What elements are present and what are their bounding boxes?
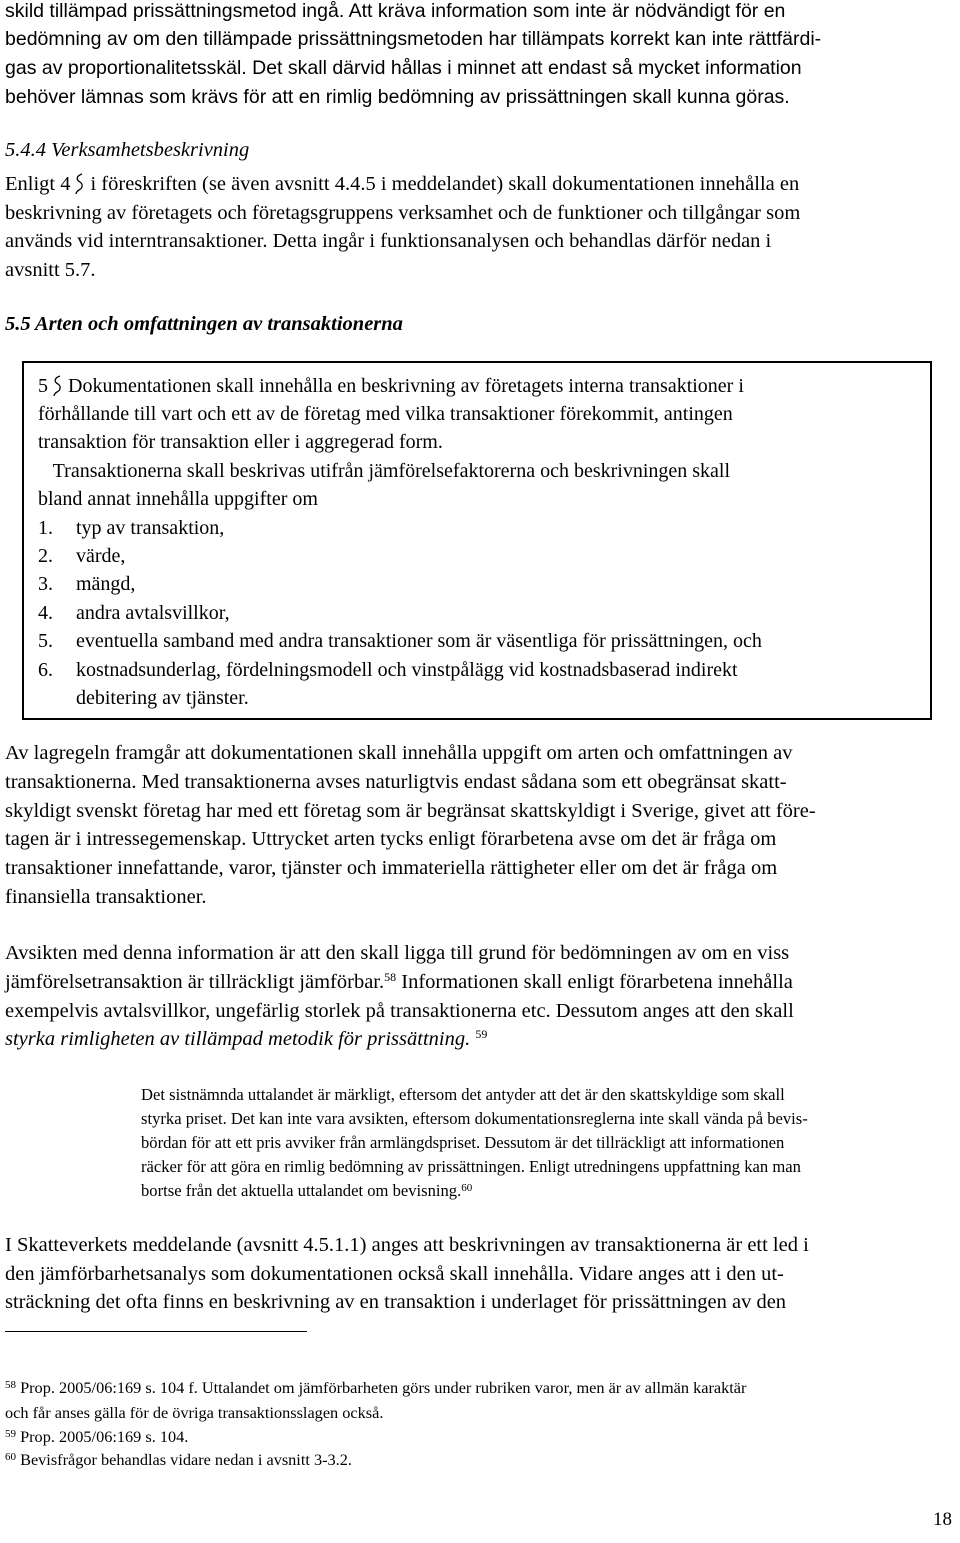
footnote-text: Prop. 2005/06:169 s. 104 f. Uttalandet om jämförbarheten görs under rubriken varor, men är av allmän karaktär [20,1378,747,1397]
para2-line-3: exempelvis avtalsvillkor, ungefärlig storlek på transaktionerna etc. Dessutom anges att den skall [5,1000,794,1022]
para2-line-2-cont: Informationen skall enligt förarbetena innehålla [396,971,793,993]
para3-line-1: I Skatteverkets meddelande (avsnitt 4.5.1.1) anges att beskrivningen av transaktionerna är ett led i [5,1234,809,1256]
section-544-heading: 5.4.4 Verksamhetsbeskrivning [5,139,250,161]
list-item-continuation: debitering av tjänster. [76,687,249,709]
quote-line-2: styrka priset. Det kan inte vara avsikten, eftersom dokumentationsreglerna inte skall vända på bevis- [141,1109,808,1128]
section-544-line-3: används vid interntransaktioner. Detta ingår i funktionsanalysen och behandlas därför nedan i [5,230,772,252]
para3-line-3: sträckning det ofta finns en beskrivning av en transaktion i underlaget för prissättningen av den [5,1291,787,1313]
quote-line-4: räcker för att göra en rimlig bedömning av prissättningen. Enligt utredningens uppfattning kan man [141,1157,801,1176]
para1-line-3: skyldigt svenskt företag har med ett företag som är begränsat skattskyldigt i Sverige, givet att före- [5,800,816,822]
footnote-separator [5,1331,307,1332]
para1-line-4: tagen är i intressegemenskap. Uttrycket arten tycks enligt förarbetena avse om det är fråga om [5,828,777,850]
footnote-number: 60 [5,1451,16,1463]
box-line-5: bland annat innehålla uppgifter om [38,488,318,510]
para1-line-5: transaktioner innefattande, varor, tjänster och immateriella rättigheter eller om det är fråga om [5,857,778,879]
section-544-line-4: avsnitt 5.7. [5,259,96,281]
footnote-59 [5,1427,188,1447]
box-line-1-pre: 5 [38,375,48,397]
intro-line-4: behöver lämnas som krävs för att en rimlig bedömning av prissättningen skall kunna göras. [5,86,790,108]
para1-line-2: transaktionerna. Med transaktionerna avses naturligtvis endast sådana som ett obegränsat skatt- [5,771,787,793]
footnote-text: Prop. 2005/06:169 s. 104. [20,1427,189,1446]
section-544-line-2: beskrivning av företagets och företagsgruppens verksamhet och de funktioner och tillgångar som [5,202,801,224]
intro-line-1: skild tillämpad prissättningsmetod ingå. Att kräva information som inte är nödvändigt för en [5,0,786,22]
quote-line-5 [141,1181,472,1201]
para3-line-2: den jämförbarhetsanalys som dokumentationen också skall innehålla. Vidare anges att i den ut- [5,1263,784,1285]
page-number: 18 [933,1509,952,1530]
footnote-text: Bevisfrågor behandlas vidare nedan i avsnitt 3-3.2. [20,1450,352,1469]
intro-line-3: gas av proportionalitetsskäl. Det skall därvid hållas i minnet att endast så mycket information [5,57,802,79]
list-item-number: 1. [38,517,53,539]
quote-line-1: Det sistnämnda uttalandet är märkligt, eftersom det antyder att det är den skattskyldige som skall [141,1085,785,1104]
list-item-number: 2. [38,545,53,567]
box-line-4: Transaktionerna skall beskrivas utifrån jämförelsefaktorerna och beskrivningen skall [38,460,731,482]
list-item-number: 3. [38,573,53,595]
quote-line-3: bördan för att ett pris avviker från armlängdspriset. Dessutom är det tillräckligt att informationen [141,1133,785,1152]
list-item-number: 5. [38,630,53,652]
list-item-number: 4. [38,602,53,624]
footnote-ref-60[interactable]: 60 [461,1182,473,1194]
section-sign-icon [74,173,84,195]
quote-last-text: bortse från det aktuella uttalandet om bevisning. [141,1181,462,1200]
list-item-text: mängd, [76,573,136,595]
para2-italic-quote: styrka rimligheten av tillämpad metodik för prissättning. [5,1028,471,1050]
footnote-58-cont: och får anses gälla för de övriga transaktionsslagen också. [5,1403,384,1422]
footnote-ref-59[interactable]: 59 [475,1027,488,1041]
box-line-2: förhållande till vart och ett av de företag med vilka transaktioner förekommit, antingen [38,403,733,425]
footnote-58 [5,1378,746,1398]
footnote-number: 59 [5,1428,16,1440]
list-item-text: typ av transaktion, [76,517,225,539]
para2-line-1: Avsikten med denna information är att den skall ligga till grund för bedömningen av om en viss [5,942,790,964]
statute-box [22,361,932,720]
para2-line-2-text: jämförelsetransaktion är tillräckligt jämförbar. [5,971,385,993]
section-sign-icon [52,375,62,397]
para2-line-4 [5,1028,487,1051]
list-item-number: 6. [38,659,53,681]
section-544-line-1-pre: Enligt 4 [5,173,71,195]
section-544-line-1 [5,173,799,196]
section-55-heading: 5.5 Arten och omfattningen av transaktionerna [5,313,403,335]
list-item-text: värde, [76,545,126,567]
box-line-1-post: Dokumentationen skall innehålla en beskrivning av företagets interna transaktioner i [68,375,744,397]
list-item-text: kostnadsunderlag, fördelningsmodell och vinstpålägg vid kostnadsbaserad indirekt [76,659,738,681]
intro-line-2: bedömning av om den tillämpade prissättningsmetoden har tillämpats korrekt kan inte rättfärdi- [5,28,822,50]
box-line-3: transaktion för transaktion eller i aggregerad form. [38,431,443,453]
list-item-text: andra avtalsvillkor, [76,602,230,624]
para2-line-2 [5,971,793,994]
footnote-number: 58 [5,1379,16,1391]
para1-line-1: Av lagregeln framgår att dokumentationen skall innehålla uppgift om arten och omfattningen av [5,742,793,764]
footnote-60 [5,1450,352,1470]
footnote-ref-58[interactable]: 58 [384,970,397,984]
list-item-text: eventuella samband med andra transaktioner som är väsentliga för prissättningen, och [76,630,762,652]
section-544-line-1-post: i föreskriften (se även avsnitt 4.4.5 i meddelandet) skall dokumentationen innehålla en [90,173,800,195]
box-line-1 [38,375,744,398]
para1-line-6: finansiella transaktioner. [5,886,207,908]
